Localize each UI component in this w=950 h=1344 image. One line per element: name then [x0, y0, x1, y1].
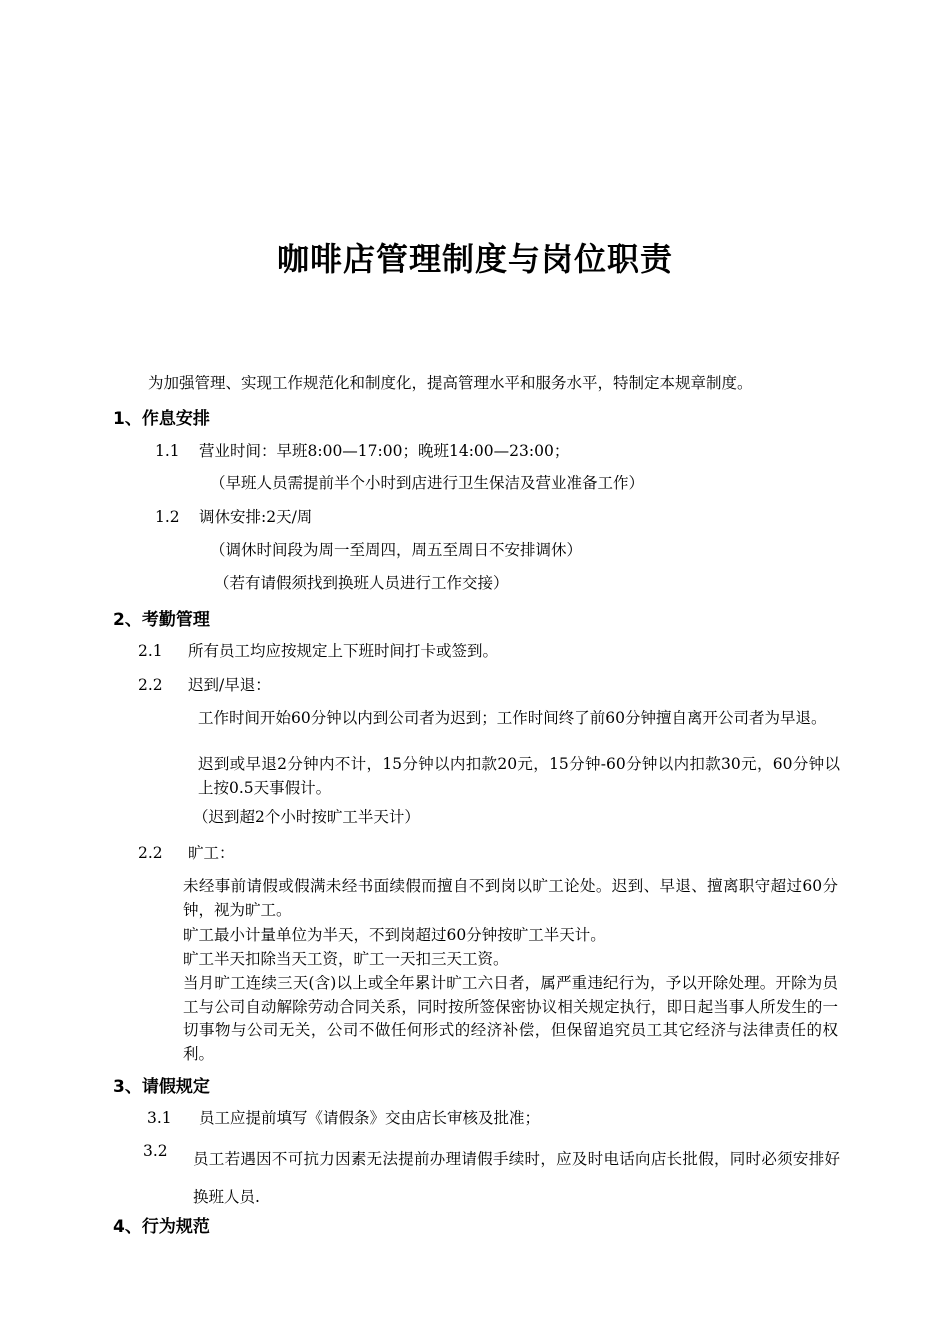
- item-number: 3.2: [143, 1142, 168, 1160]
- absence-deduction-line: 旷工半天扣除当天工资，旷工一天扣三天工资。: [183, 950, 509, 968]
- item-number: 2.2: [138, 844, 163, 862]
- item-1-2-note-1: （调休时间段为周一至周四，周五至周日不安排调休）: [210, 541, 583, 559]
- late-rule-paragraph: 工作时间开始60分钟以内到公司者为迟到；工作时间终了前60分钟擅自离开公司者为早退。: [198, 709, 827, 727]
- section-heading-2: 2、考勤管理: [113, 610, 210, 630]
- late-note: （迟到超2个小时按旷工半天计）: [193, 808, 420, 826]
- item-text: 迟到/早退：: [188, 676, 271, 694]
- item-2-2: [138, 674, 271, 696]
- item-number: 3.1: [147, 1109, 172, 1127]
- item-1-2-note-2: （若有请假须找到换班人员进行工作交接）: [214, 574, 509, 592]
- intro-paragraph: 为加强管理、实现工作规范化和制度化，提高管理水平和服务水平，特制定本规章制度。: [148, 374, 753, 392]
- item-2-1: [138, 640, 498, 662]
- item-3-2: [143, 1140, 840, 1216]
- section-heading-3: 3、请假规定: [113, 1077, 210, 1097]
- item-2-2b: [138, 842, 235, 864]
- page-title: 咖啡店管理制度与岗位职责: [276, 240, 673, 278]
- item-1-1-note: （早班人员需提前半个小时到店进行卫生保洁及营业准备工作）: [210, 474, 645, 492]
- item-number: 2.1: [138, 642, 163, 660]
- item-text: 所有员工均应按规定上下班时间打卡或签到。: [188, 642, 499, 660]
- absence-unit-line: 旷工最小计量单位为半天，不到岗超过60分钟按旷工半天计。: [183, 926, 606, 944]
- item-text: 调休安排:2天/周: [199, 508, 313, 526]
- late-penalty-paragraph: 迟到或早退2分钟内不计，15分钟以内扣款20元，15分钟-60分钟以内扣款30元，60分钟以上按0.5天事假计。: [198, 755, 840, 797]
- item-number: 1.2: [155, 508, 180, 526]
- item-text: 员工应提前填写《请假条》交由店长审核及批准；: [199, 1109, 541, 1127]
- item-number: 2.2: [138, 676, 163, 694]
- item-text: 营业时间：早班8:00—17:00；晚班14:00—23:00；: [199, 442, 570, 460]
- item-text: 旷工：: [188, 844, 235, 862]
- item-1-2: [155, 506, 312, 528]
- section-heading-4: 4、行为规范: [113, 1217, 210, 1237]
- item-1-1: [155, 440, 569, 462]
- item-text: 员工若遇因不可抗力因素无法提前办理请假手续时，应及时电话向店长批假，同时必须安排好换班人员.: [193, 1150, 840, 1206]
- absence-rule-paragraph: 未经事前请假或假满未经书面续假而擅自不到岗以旷工论处。迟到、早退、擅离职守超过60分钟，视为旷工。: [183, 877, 838, 919]
- dismissal-paragraph: 当月旷工连续三天(含)以上或全年累计旷工六日者，属严重违纪行为，予以开除处理。开除为员工与公司自动解除劳动合同关系，同时按所签保密协议相关规定执行，即日起当事人所发生的一切事物与公司无关，公司不做任何形式的经济补偿，但保留追究员工其它经济与法律责任的权利。: [183, 974, 838, 1063]
- item-3-1: [147, 1107, 540, 1129]
- item-number: 1.1: [155, 442, 180, 460]
- section-heading-1: 1、作息安排: [113, 409, 210, 429]
